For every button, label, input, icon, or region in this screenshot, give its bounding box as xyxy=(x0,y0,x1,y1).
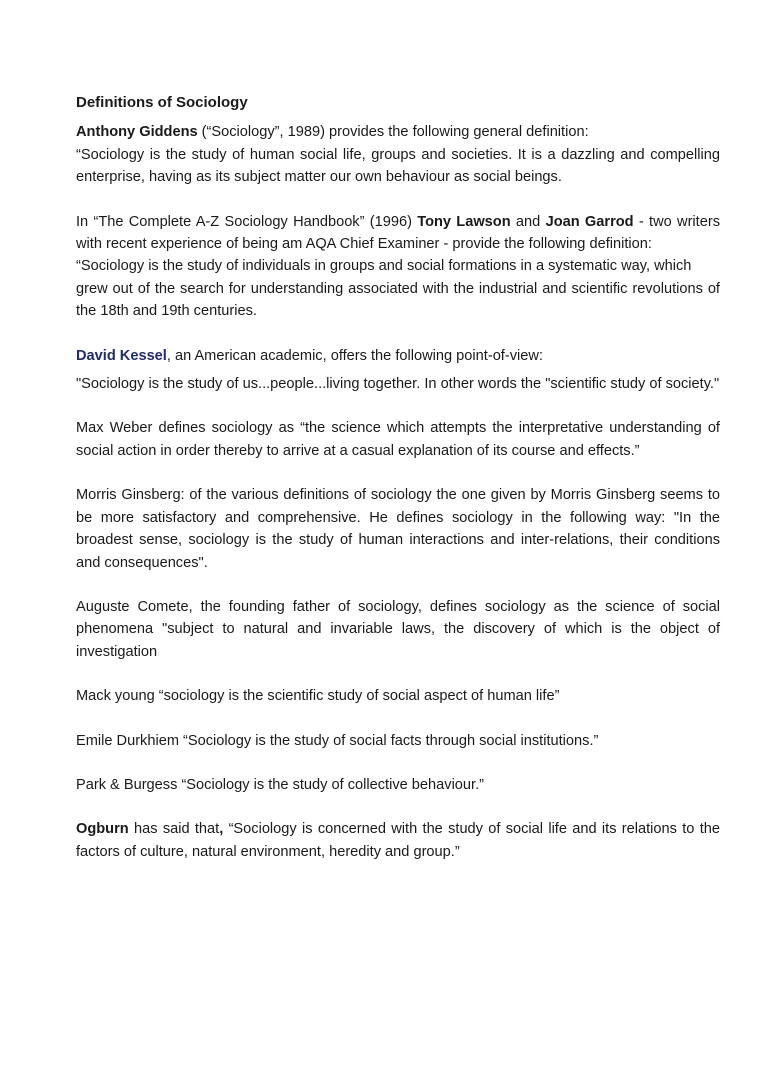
author-name: Joan Garrod xyxy=(545,213,634,230)
intro-text: (“Sociology”, 1989) provides the following general definition: xyxy=(197,124,589,141)
weber-paragraph: Max Weber defines sociology as “the science which attempts the interpretative understanding of social action in order thereby to arrive at a casual explanation of its course and effects.” xyxy=(76,420,720,459)
author-name: Ogburn xyxy=(76,821,129,838)
intro-text: - two writers with recent experience of being am AQA Chief Examiner - provide the following definition: xyxy=(76,213,721,253)
intro-text: In “The Complete A-Z Sociology Handbook” (1996) xyxy=(76,213,418,230)
young-paragraph: Mack young “sociology is the scientific study of social aspect of human life” xyxy=(76,688,560,705)
page-title: Definitions of Sociology xyxy=(76,94,248,111)
comma-text: , xyxy=(219,821,224,838)
intro-text: , an American academic, offers the following point-of-view: xyxy=(166,347,543,364)
intro-text: has said that xyxy=(128,821,220,838)
kessel-paragraph xyxy=(76,345,720,367)
kessel-quote: "Sociology is the study of us...people...living together. In other words the "scientific study of society." xyxy=(76,376,720,393)
comte-paragraph: Auguste Comete, the founding father of sociology, defines sociology as the science of social phenomena "subject to natural and invariable laws, the discovery of which is the object of investigation xyxy=(76,598,720,660)
quote-text: “Sociology is concerned with the study of social life and its relations to the factors of culture, natural environment, heredity and group.” xyxy=(76,821,720,860)
ginsberg-paragraph: Morris Ginsberg: of the various definitions of sociology the one given by Morris Ginsberg seems to be more satisfactory and comprehensive. He defines sociology in the following way: "In the broadest sense, sociology is the study of human interactions and inter-relations, their conditions and consequences". xyxy=(76,487,720,571)
giddens-paragraph xyxy=(76,121,720,143)
author-name: Anthony Giddens xyxy=(76,124,198,141)
lawson-quote-1: “Sociology is the study of individuals in groups and social formations in a systematic way, which xyxy=(76,258,692,275)
lawson-paragraph xyxy=(76,211,720,256)
document-page xyxy=(76,92,720,863)
author-name: David Kessel xyxy=(76,347,167,364)
lawson-quote-2: grew out of the search for understanding associated with the industrial and scientific revolutions of the 18th and 19th centuries. xyxy=(76,280,720,320)
giddens-quote: “Sociology is the study of human social life, groups and societies. It is a dazzling and compelling enterprise, having as its subject matter our own behaviour as social beings. xyxy=(76,146,720,186)
ogburn-paragraph xyxy=(76,818,720,863)
conjunction-text: and xyxy=(510,213,546,230)
park-paragraph: Park & Burgess “Sociology is the study of collective behaviour.” xyxy=(76,776,485,793)
durkheim-paragraph: Emile Durkhiem “Sociology is the study of social facts through social institutions.” xyxy=(76,732,599,749)
author-name: Tony Lawson xyxy=(417,213,511,230)
